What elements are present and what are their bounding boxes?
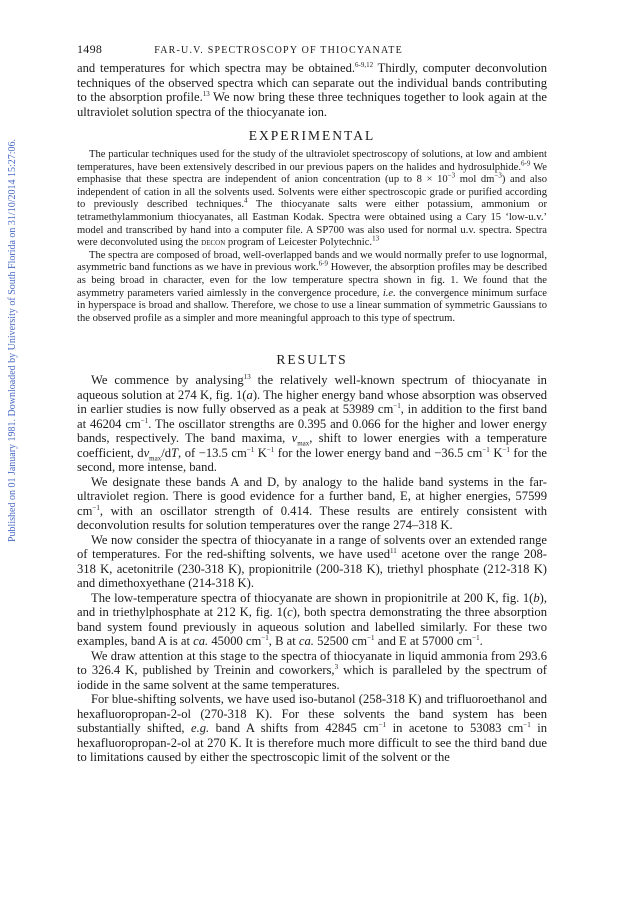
running-header bbox=[77, 42, 547, 57]
intro-paragraph: and temperatures for which spectra may be obtained.$^{6-9,12}$ Thirdly, computer deconvolution techniques of the observed spectra which can separate out the individual bands contributing to the absorption profile.$^{13}$ We now bring these three techniques together to look again at the ultraviolet solution spectra of the thiocyanate ion. bbox=[77, 60, 547, 119]
running-title: FAR-U.V. SPECTROSCOPY OF THIOCYANATE bbox=[154, 45, 403, 56]
results-paragraph-4: The low-temperature spectra of thiocyanate are shown in propionitrile at 200 K, fig. 1(b), and in triethylphosphate at 212 K, fig. 1(c), both spectra demonstrating the three absorption band system found previously in aqueous solution and labelled similarly. For these two examples, band A is at ca. 45000 $cm^{-1}$, B at ca. 52500 $cm^{-1}$ and E at 57000 $cm^{-1}$. bbox=[77, 590, 547, 649]
experimental-heading: EXPERIMENTAL bbox=[248, 128, 376, 143]
results-paragraph-3: We now consider the spectra of thiocyanate in a range of solvents over an extended range of temperatures. For the red-shifting solvents, we have used$^{11}$ acetone over the range 208-318 K, acetonitrile (230-318 K), propionitrile (200-318 K), triethyl phosphate (212-318 K) and dimethoxyethane (214-318 K). bbox=[77, 532, 547, 591]
page-number: 1498 bbox=[77, 42, 103, 56]
results-paragraph-2: We designate these bands A and D, by analogy to the halide band systems in the far-ultraviolet region. There is good evidence for a further band, E, at higher energies, 57599 $cm^{-1}$, with an oscillator strength of 0.414. These results are entirely consistent with deconvolution results for solution temperatures over the range 274–318 K. bbox=[77, 474, 547, 533]
results-heading: RESULTS bbox=[276, 352, 348, 368]
experimental-paragraph-1: The particular techniques used for the study of the ultraviolet spectroscopy of solutions, at low and ambient temperatures, have been extensively described in our previous papers on the halides and hydrosulphide.$^{6-9}$ We emphasise that these spectra are independent of anion concentration (up to $8 \times 10^{-3}$ mol $dm^{-3}$) and also independent of cation in all the solvents used. Solvents were either spectroscopic grade or purified according to previously described techniques.$^4$ The thiocyanate salts were either potassium, ammonium or tetramethylammonium thiocyanates, all Eastman Kodak. Spectra were obtained using a Cary 15 ‘low-u.v.’ model and transcribed by hand into a computer file. A SP700 was also used for normal u.v. spectra. Spectra were deconvoluted using the decon program of Leicester Polytechnic.$^{13}$ bbox=[77, 149, 548, 249]
results-paragraph-5: We draw attention at this stage to the spectra of thiocyanate in liquid ammonia from 293.6 to 326.4 K, published by Treinin and coworkers,$^3$ which is paralleled by the spectrum of iodide in the same solvent at the same temperatures. bbox=[77, 648, 547, 692]
page-content bbox=[77, 42, 547, 765]
results-paragraph-1: We commence by analysing$^{13}$ the relatively well-known spectrum of thiocyanate in aqueous solution at 274 K, fig. 1(a). The higher energy band whose absorption was observed in earlier studies is now fully observed as a peak at 53989 $cm^{-1}$, in addition to the first band at 46204 $cm^{-1}$. The oscillator strengths are 0.395 and 0.066 for the higher and lower energy bands, respectively. The band maxima, $\nu_{max}$, shift to lower energies with a temperature coefficient, $d\nu_{max}/dT$, of −13.5 $cm^{-1}$ $K^{-1}$ for the lower energy band and −36.5 $cm^{-1}$ $K^{-1}$ for the second, more intense, band. bbox=[77, 373, 548, 475]
experimental-paragraph-2: The spectra are composed of broad, well-overlapped bands and we would normally prefer to use lognormal, asymmetric band functions as we have in previous work.$^{6-9}$ However, the absorption profiles may be described as being broad in character, even for the low temperature spectra shown in fig. 1. We found that the asymmetry parameters varied aimlessly in the convergence procedure, i.e. the convergence minimum surface in hyperspace is broad and shallow. Therefore, we chose to use a linear summation of symmetric Gaussians to the observed profile as a simpler and more meaningful approach to this type of spectrum. bbox=[77, 249, 547, 324]
results-paragraph-6: For blue-shifting solvents, we have used iso-butanol (258-318 K) and trifluoroethanol and hexafluoropropan-2-ol (270-318 K). For these solvents the band system has been substantially shifted, e.g. band A shifts from 42845 $cm^{-1}$ in acetone to 53083 $cm^{-1}$ in hexafluoropropan-2-ol at 270 K. It is therefore much more difficult to see the third band due to limitations caused by either the spectroscopic limit of the solvent or the bbox=[77, 692, 547, 765]
download-watermark: Published on 01 January 1981. Downloaded by University of South Florida on 31/10/2014 15:27:06. bbox=[7, 138, 18, 542]
